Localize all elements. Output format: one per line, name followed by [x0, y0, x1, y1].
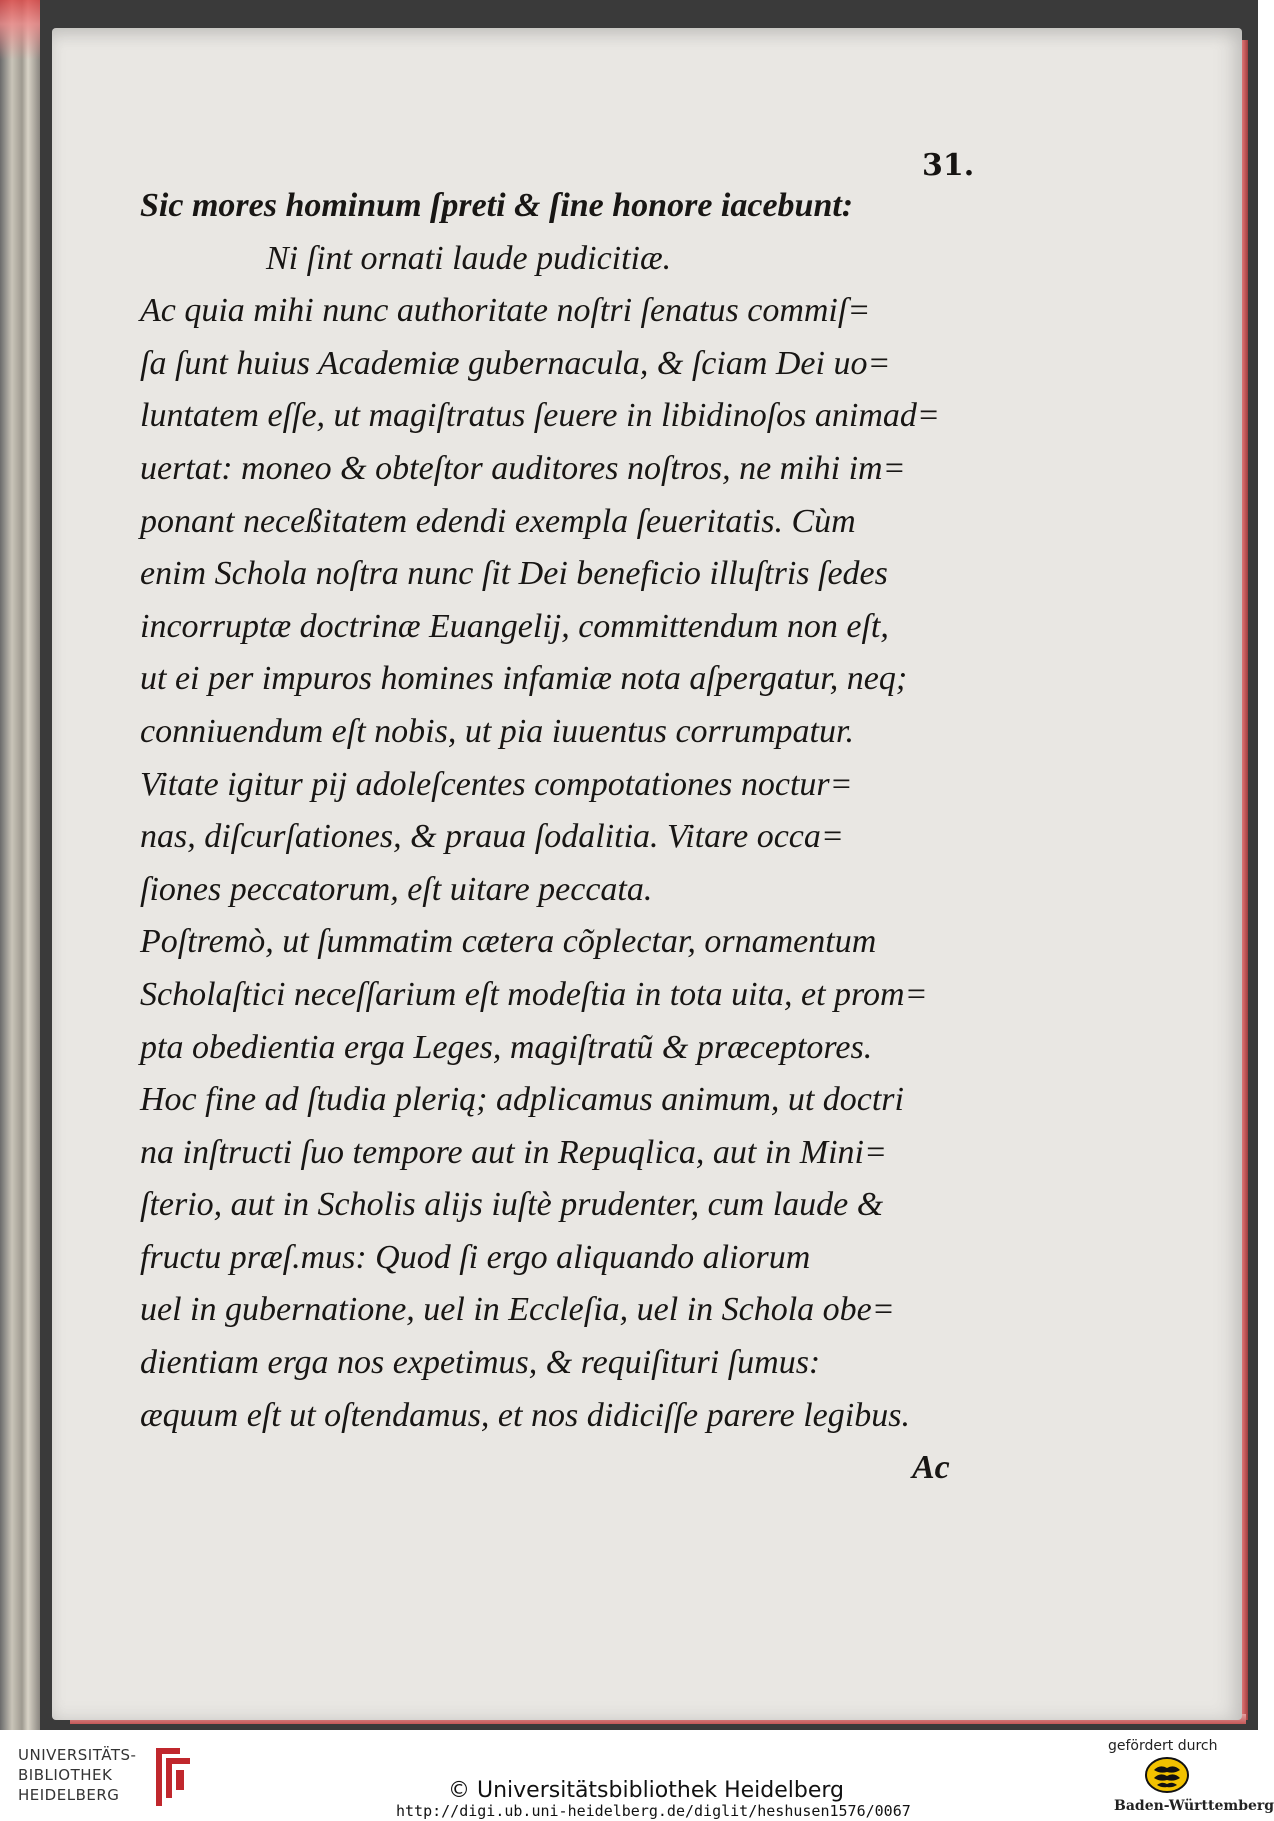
text-line: Ni ſint ornati laude pudicitiæ.	[266, 239, 672, 277]
text-line: incorruptæ doctrinæ Euangelij, committendum non eſt,	[140, 607, 889, 645]
text-line: dientiam erga nos expetimus, & requiſituri ſumus:	[140, 1344, 821, 1382]
ub-name-line: HEIDELBERG	[18, 1786, 120, 1804]
text-line: ſiones peccatorum, eſt uitare peccata.	[140, 870, 653, 908]
text-line: Vitate igitur pij adoleſcentes compotationes noctur=	[140, 765, 853, 803]
permalink-url[interactable]: http://digi.ub.uni-heidelberg.de/diglit/heshusen1576/0067	[396, 1802, 911, 1820]
text-line: æquum eſt ut oſtendamus, et nos didiciſſe parere legibus.	[140, 1396, 910, 1434]
text-line: ſterio, aut in Scholis alijs iuſtè prudenter, cum laude &	[140, 1186, 884, 1224]
text-line: ſa ſunt huius Academiæ gubernacula, & ſciam Dei uo=	[140, 344, 891, 382]
ub-heidelberg-logo-icon[interactable]	[150, 1742, 196, 1812]
text-line: Poſtremò, ut ſummatim cætera cõplectar, ornamentum	[140, 923, 877, 961]
text-line: Sic mores hominum ſpreti & ſine honore iacebunt:	[140, 187, 854, 224]
ub-name-line: UNIVERSITÄTS-	[18, 1746, 137, 1764]
text-line: luntatem eſſe, ut magiſtratus ſeuere in libidinoſos animad=	[140, 397, 940, 435]
funder-name: Baden-Württemberg	[1114, 1798, 1274, 1814]
ub-heidelberg-name[interactable]	[18, 1745, 136, 1805]
page-text	[140, 180, 990, 1495]
text-line: fructu præſ.mus: Quod ſi ergo aliquando aliorum	[140, 1238, 811, 1276]
page-folio-number: 31.	[922, 148, 975, 183]
previous-page-red-edge	[0, 0, 40, 60]
text-line: Ac quia mihi nunc authoritate noſtri ſenatus commiſ=	[140, 292, 871, 330]
copyright-notice: © Universitätsbibliothek Heidelberg	[448, 1778, 845, 1803]
funded-by-label: gefördert durch	[1108, 1738, 1218, 1754]
text-line: uertat: moneo & obteſtor auditores noſtros, ne mihi im=	[140, 449, 906, 487]
text-line: enim Schola noſtra nunc ſit Dei beneficio illuſtris ſedes	[140, 555, 888, 593]
text-line: ut ei per impuros homines infamiæ nota aſpergatur, neq;	[140, 660, 908, 698]
previous-page-edge	[0, 0, 40, 1730]
baden-wuerttemberg-crest-icon[interactable]	[1144, 1756, 1190, 1794]
ub-name-line: BIBLIOTHEK	[18, 1766, 113, 1784]
text-line: na inſtructi ſuo tempore aut in Repuqlica, aut in Mini=	[140, 1133, 887, 1171]
text-line: nas, diſcurſationes, & praua ſodalitia. Vitare occa=	[140, 818, 844, 856]
text-line: Hoc fine ad ſtudia plerią; adplicamus animum, ut doctri	[140, 1081, 904, 1119]
catchword: Ac	[912, 1449, 950, 1487]
text-line: ponant neceßitatem edendi exempla ſeueritatis. Cùm	[140, 502, 856, 540]
text-line: pta obedientia erga Leges, magiſtratũ & præceptores.	[140, 1028, 873, 1066]
text-line: Scholaſtici neceſſarium eſt modeſtia in tota uita, et prom=	[140, 975, 928, 1013]
text-line: conniuendum eſt nobis, ut pia iuuentus corrumpatur.	[140, 712, 854, 750]
text-line: uel in gubernatione, uel in Eccleſia, uel in Schola obe=	[140, 1291, 895, 1329]
